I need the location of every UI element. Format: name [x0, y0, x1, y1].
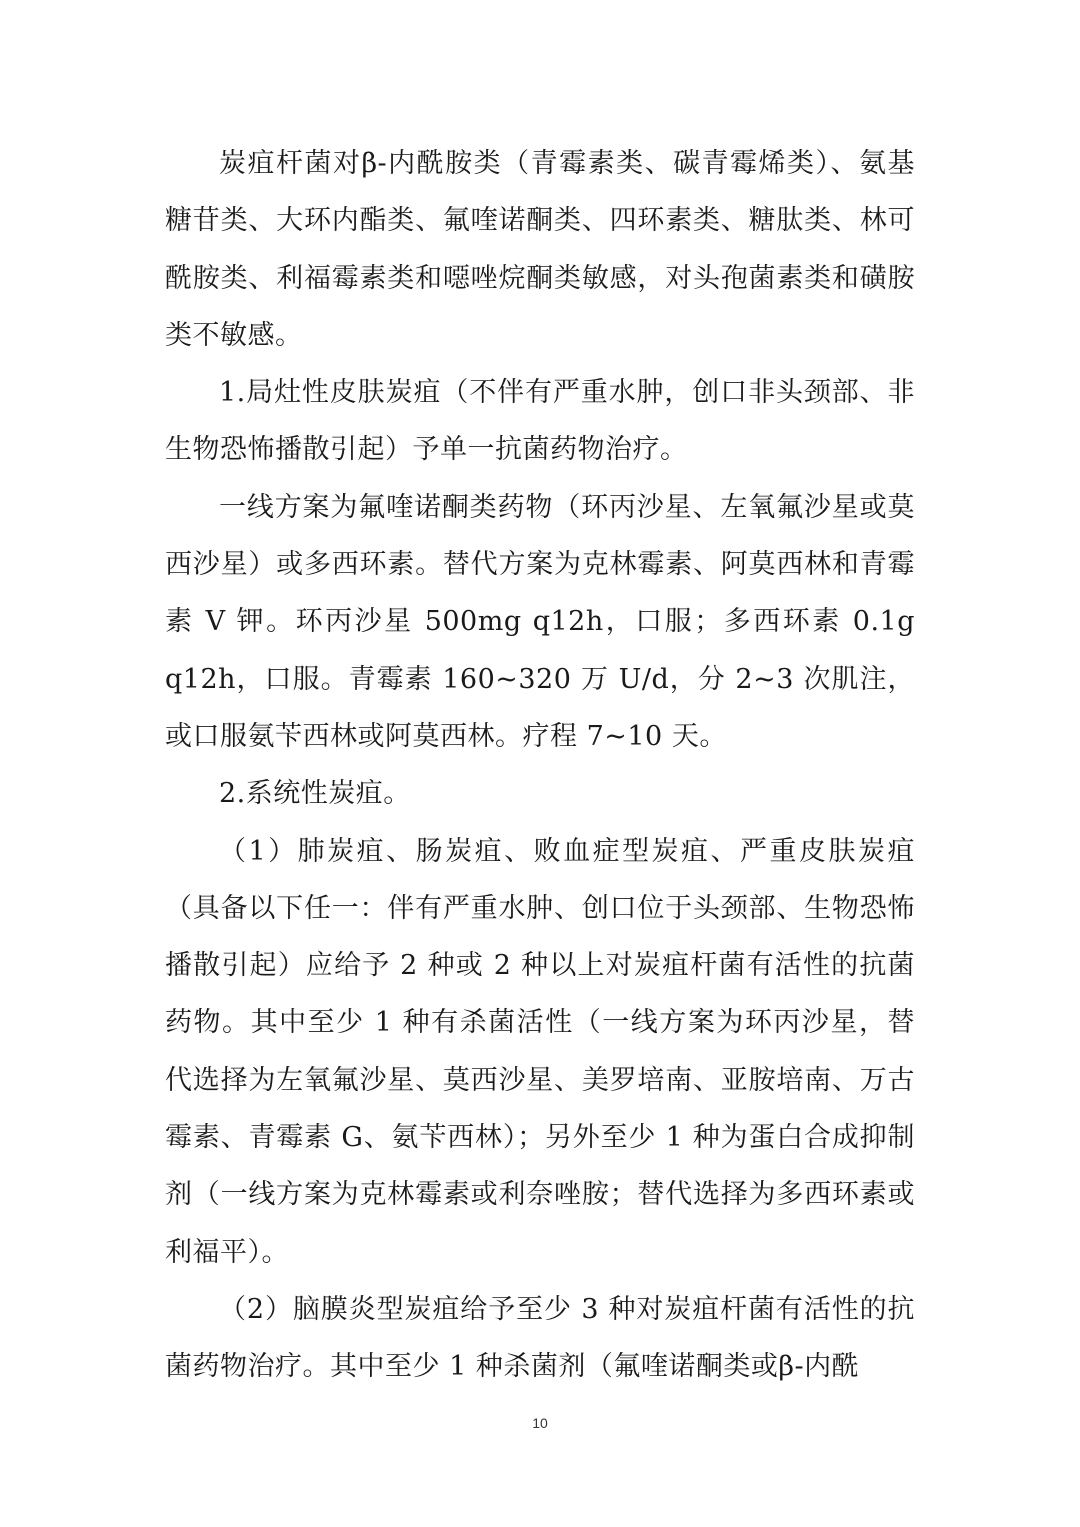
document-body [165, 135, 915, 1396]
paragraph-susceptibility: 炭疽杆菌对β-内酰胺类（青霉素类、碳青霉烯类）、氨基糖苷类、大环内酯类、氟喹诺酮类、四环素类、糖肽类、林可酰胺类、利福霉素类和噁唑烷酮类敏感，对头孢菌素类和磺胺类不敏感。 [165, 148, 915, 351]
paragraph-first-line-regimen: 一线方案为氟喹诺酮类药物（环丙沙星、左氧氟沙星或莫西沙星）或多西环素。替代方案为克林霉素、阿莫西林和青霉素 V 钾。环丙沙星 500mg q12h，口服；多西环素 0.1g q12h，口服。青霉素 160~320 万 U/d，分 2~3 次肌注，或口服氨苄西林或阿莫西林。疗程 7~10 天。 [165, 491, 915, 752]
page-number: 10 [532, 1415, 548, 1431]
paragraph-systemic-heading: 2.系统性炭疽。 [219, 778, 411, 810]
paragraph-meningitis-treatment: （2）脑膜炎型炭疽给予至少 3 种对炭疽杆菌有活性的抗菌药物治疗。其中至少 1 种杀菌剂（氟喹诺酮类或β-内酰 [165, 1293, 915, 1383]
paragraph-systemic-treatment: （1）肺炭疽、肠炭疽、败血症型炭疽、严重皮肤炭疽（具备以下任一：伴有严重水肿、创口位于头颈部、生物恐怖播散引起）应给予 2 种或 2 种以上对炭疽杆菌有活性的抗菌药物。其中至少 1 种有杀菌活性（一线方案为环丙沙星，替代选择为左氧氟沙星、莫西沙星、美罗培南、亚胺培南、万古霉素、青霉素 G、氨苄西林）；另外至少 1 种为蛋白合成抑制剂（一线方案为克林霉素或利奈唑胺；替代选择为多西环素或利福平）。 [165, 835, 915, 1268]
paragraph-local-cutaneous: 1.局灶性皮肤炭疽（不伴有严重水肿，创口非头颈部、非生物恐怖播散引起）予单一抗菌药物治疗。 [165, 377, 915, 466]
